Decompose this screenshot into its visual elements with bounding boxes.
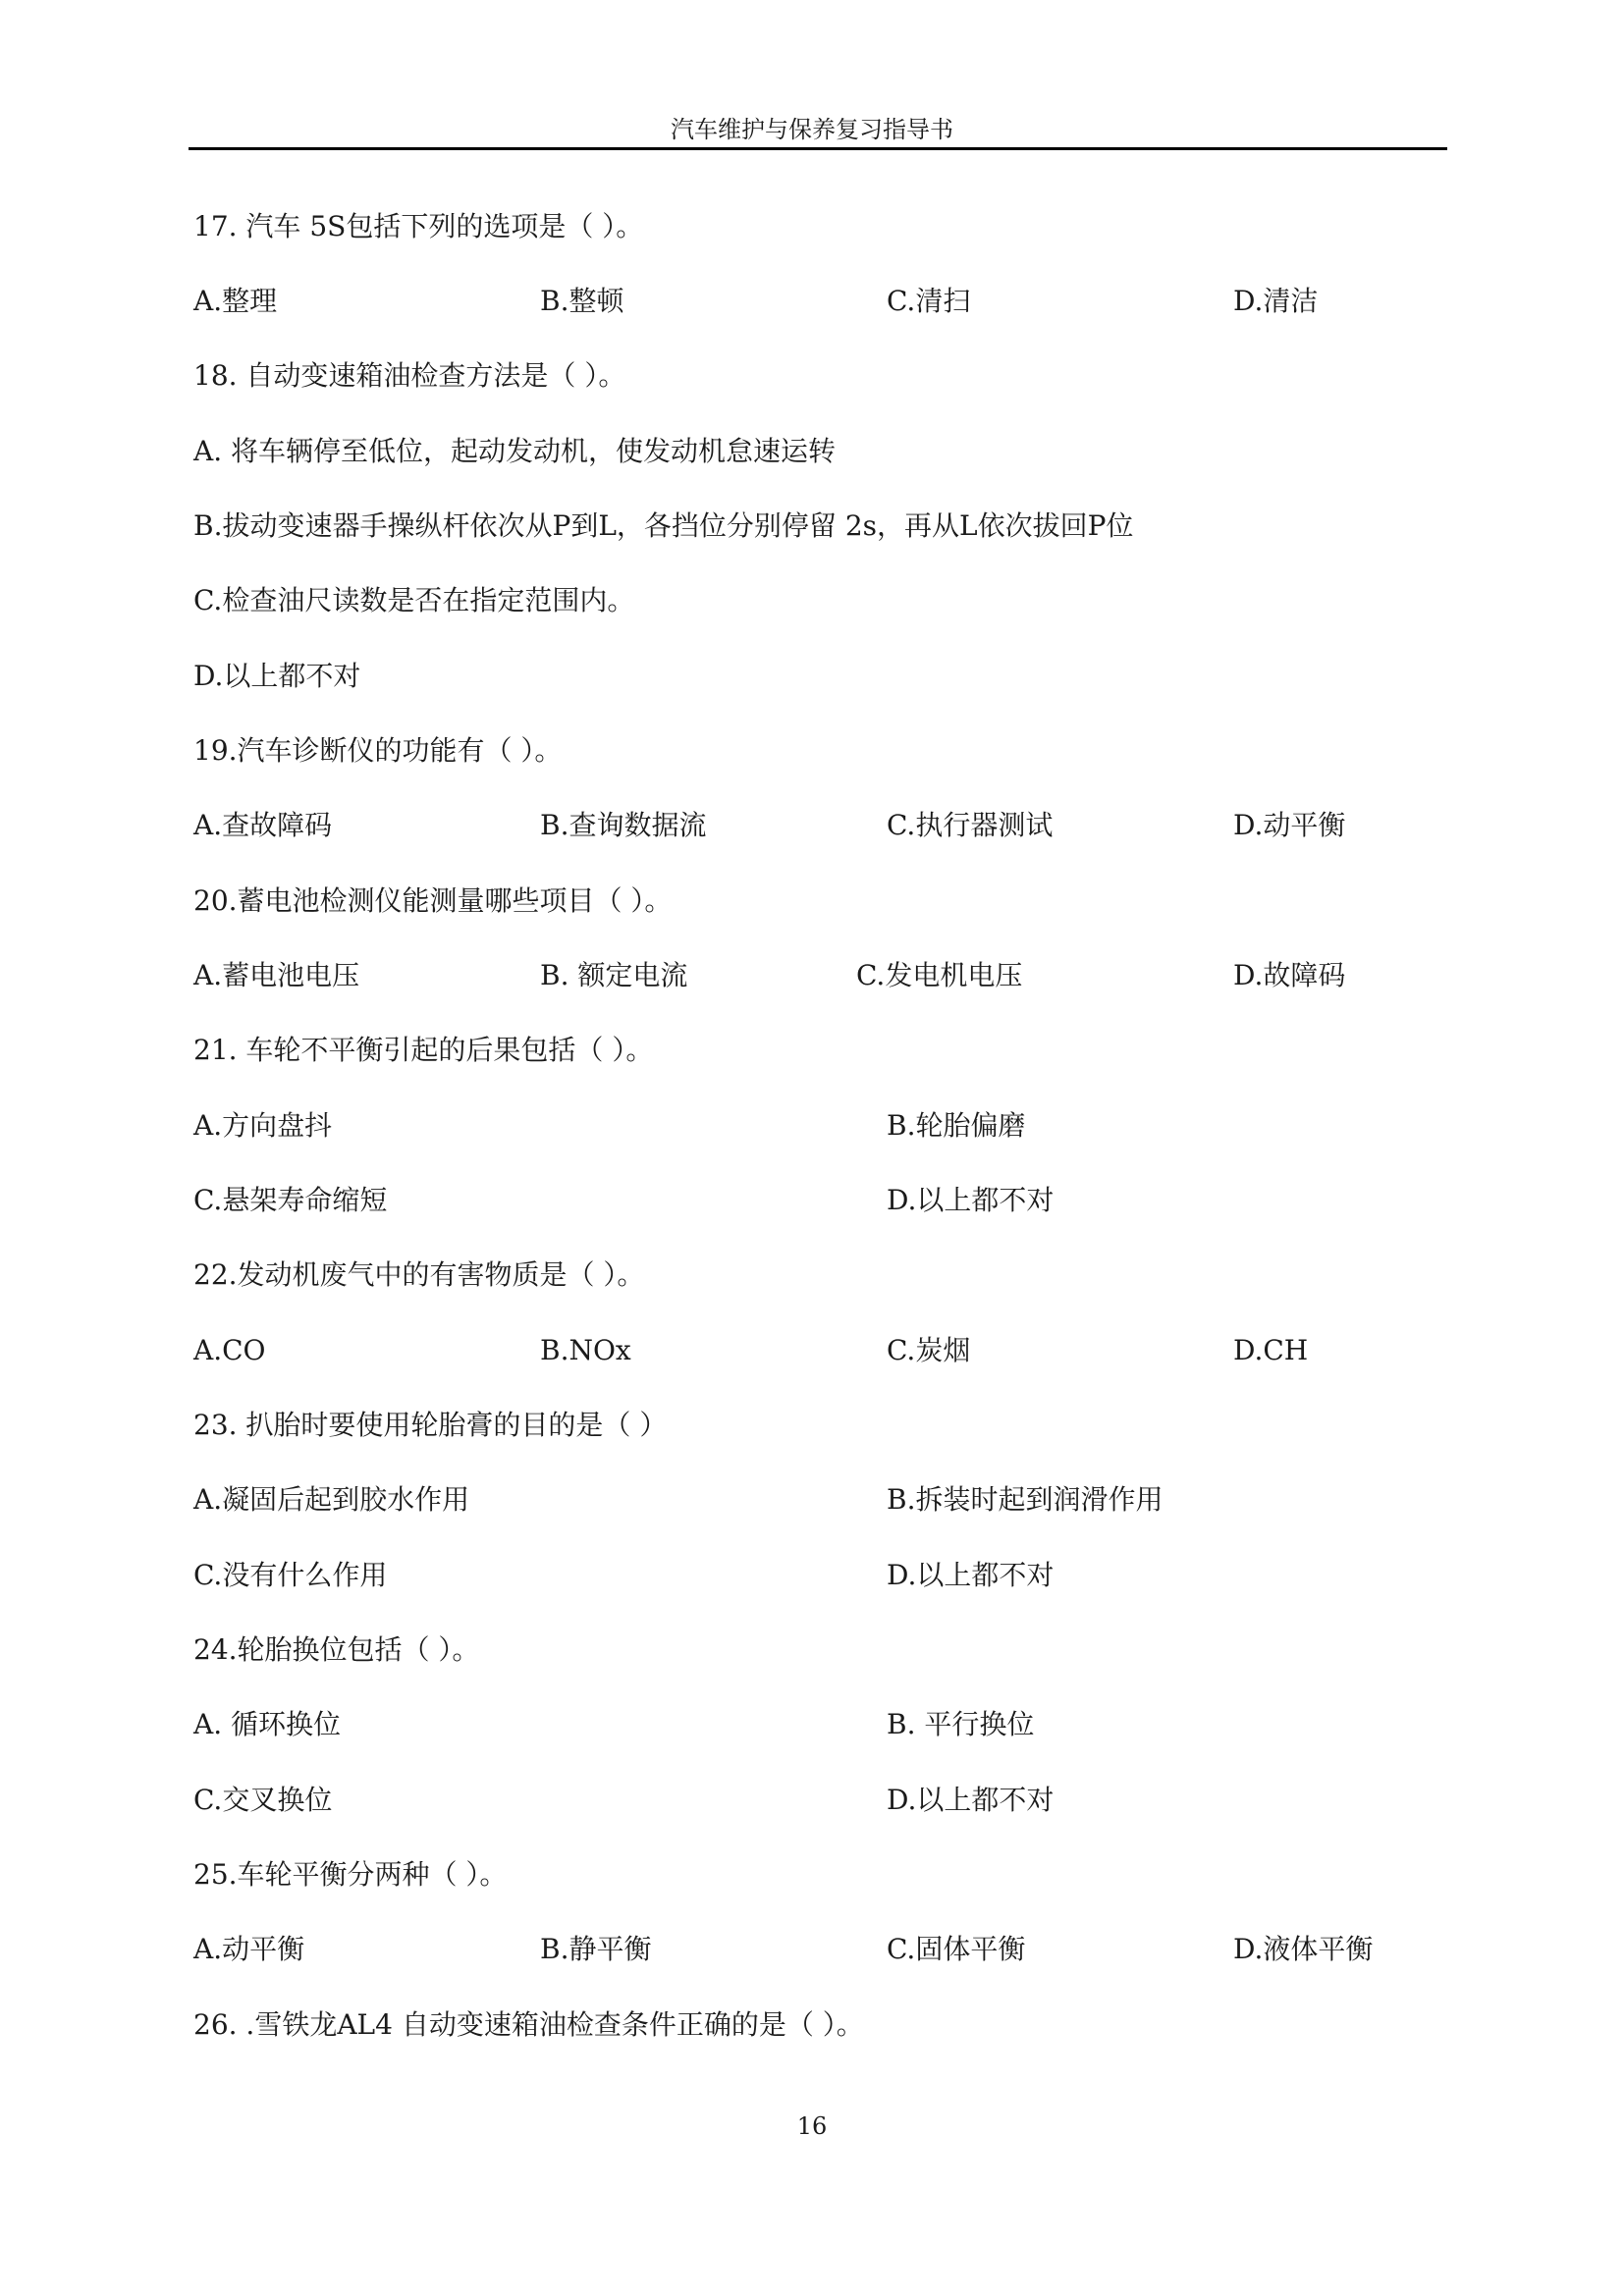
option-b: B.查询数据流: [540, 809, 707, 841]
page-header-title: 汽车维护与保养复习指导书: [671, 116, 953, 143]
option-a: A.蓄电池电压: [193, 959, 360, 991]
question-23: [0, 1406, 1624, 1445]
question-24: [0, 1630, 1624, 1670]
option-c: C.检查油尺读数是否在指定范围内。: [193, 584, 635, 616]
option-d: D.以上都不对: [887, 1559, 1055, 1591]
option-c: C.悬架寿命缩短: [193, 1184, 388, 1216]
question-18: [0, 356, 1624, 396]
option-b: B.整顿: [540, 285, 624, 317]
option-a: A.方向盘抖: [193, 1109, 333, 1142]
option-18-a: [0, 432, 1624, 471]
question-20: [0, 881, 1624, 921]
question-text: 21. 车轮不平衡引起的后果包括（ ）。: [193, 1034, 654, 1066]
options-row-25: [0, 1930, 1624, 1969]
question-text: 23. 扒胎时要使用轮胎膏的目的是（ ）: [193, 1409, 668, 1441]
question-text: 20.蓄电池检测仪能测量哪些项目（ ）。: [193, 884, 673, 917]
option-a: A.CO: [193, 1334, 266, 1366]
option-b: B.拆装时起到润滑作用: [887, 1483, 1164, 1516]
question-text: 18. 自动变速箱油检查方法是（ ）。: [193, 359, 626, 392]
option-b: B. 额定电流: [540, 959, 688, 991]
option-d: D.清洁: [1233, 285, 1319, 317]
question-21: [0, 1031, 1624, 1070]
option-d: D.CH: [1233, 1334, 1309, 1366]
option-c: C.执行器测试: [887, 809, 1054, 841]
question-19: [0, 731, 1624, 771]
option-d: D.以上都不对: [887, 1784, 1055, 1816]
question-26: [0, 2005, 1624, 2045]
option-d: D.故障码: [1233, 959, 1346, 991]
header-divider: [189, 147, 1447, 150]
question-25: [0, 1855, 1624, 1895]
question-text: 24.轮胎换位包括（ ）。: [193, 1633, 480, 1666]
option-18-b: [0, 507, 1624, 546]
option-d: D.以上都不对: [193, 660, 361, 692]
option-b: B.轮胎偏磨: [887, 1109, 1026, 1142]
option-d: D.液体平衡: [1233, 1933, 1374, 1965]
options-row-23-2: [0, 1556, 1624, 1595]
page-number: 16: [796, 2112, 828, 2140]
options-row-21-2: [0, 1181, 1624, 1220]
option-c: C.没有什么作用: [193, 1559, 388, 1591]
question-text: 25.车轮平衡分两种（ ）。: [193, 1858, 508, 1891]
options-row-19: [0, 806, 1624, 845]
option-a: A.查故障码: [193, 809, 333, 841]
options-row-24-2: [0, 1781, 1624, 1820]
option-c: C.交叉换位: [193, 1784, 333, 1816]
option-c: C.清扫: [887, 285, 971, 317]
options-row-22: [0, 1331, 1624, 1370]
option-a: A.动平衡: [193, 1933, 305, 1965]
options-row-20: [0, 956, 1624, 995]
option-a: A. 循环换位: [193, 1708, 342, 1740]
option-c: C.固体平衡: [887, 1933, 1026, 1965]
options-row-23-1: [0, 1480, 1624, 1520]
option-18-c: [0, 581, 1624, 620]
option-a: A.整理: [193, 285, 278, 317]
options-row-21-1: [0, 1106, 1624, 1146]
question-text: 22.发动机废气中的有害物质是（ ）。: [193, 1258, 645, 1291]
option-18-d: [0, 657, 1624, 696]
option-d: D.以上都不对: [887, 1184, 1055, 1216]
option-a: A. 将车辆停至低位，起动发动机，使发动机怠速运转: [193, 435, 837, 467]
option-b: B.拔动变速器手操纵杆依次从P到L，各挡位分别停留 2s，再从L依次拔回P位: [193, 509, 1134, 542]
option-b: B.静平衡: [540, 1933, 652, 1965]
option-d: D.动平衡: [1233, 809, 1346, 841]
option-b: B. 平行换位: [887, 1708, 1035, 1740]
option-a: A.凝固后起到胶水作用: [193, 1483, 470, 1516]
option-c: C.发电机电压: [856, 959, 1023, 991]
options-row-17: [0, 282, 1624, 321]
question-22: [0, 1255, 1624, 1295]
question-17: [0, 207, 1624, 246]
question-text: 17. 汽车 5S包括下列的选项是（ ）。: [193, 210, 644, 242]
option-c: C.炭烟: [887, 1334, 971, 1366]
question-text: 19.汽车诊断仪的功能有（ ）。: [193, 734, 563, 767]
option-b: B.NOx: [540, 1334, 631, 1366]
options-row-24-1: [0, 1705, 1624, 1744]
question-text: 26. .雪铁龙AL4 自动变速箱油检查条件正确的是（ ）。: [193, 2008, 864, 2041]
